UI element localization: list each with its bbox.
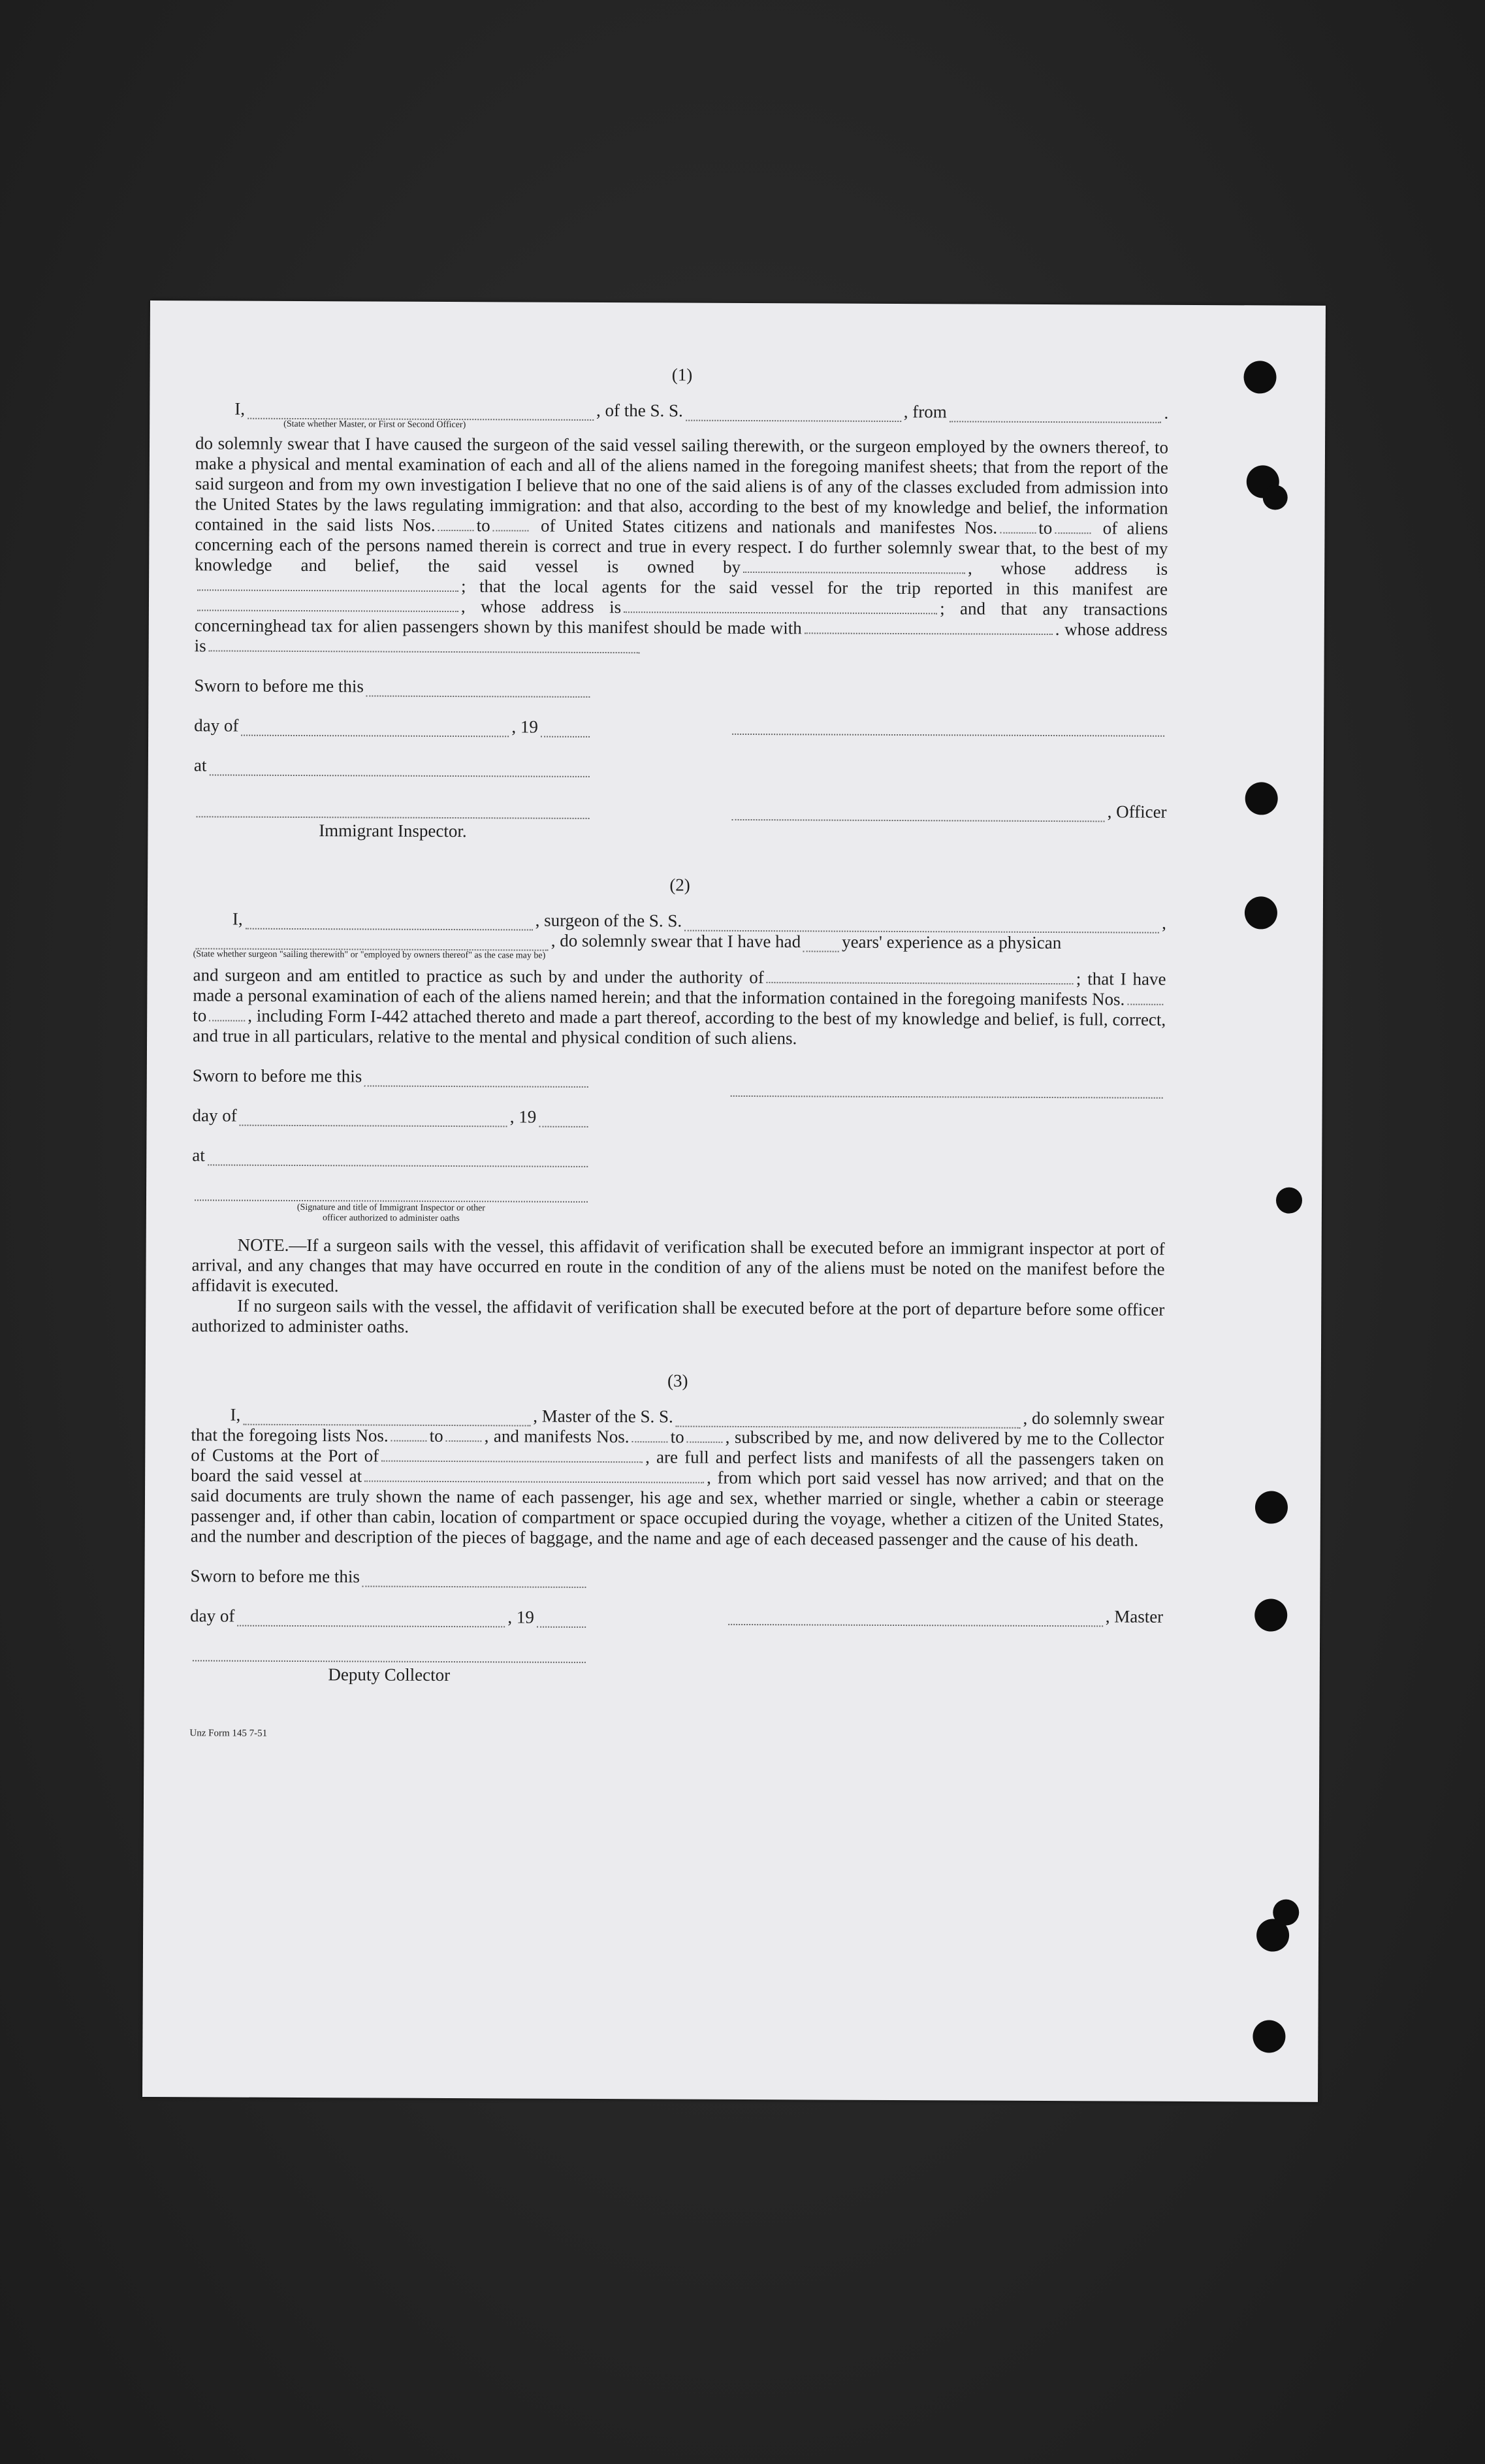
customs-text: that the foregoing lists Nos.	[191, 1425, 389, 1446]
year-field[interactable]	[541, 722, 590, 738]
sworn-label: Sworn to before me this	[194, 675, 364, 696]
customs-paragraph	[191, 1425, 1164, 1550]
customs-lists-from-field[interactable]	[391, 1429, 427, 1442]
at-label: at	[193, 755, 207, 775]
lists-to-field[interactable]	[493, 518, 529, 531]
surgeon-intro-line	[193, 909, 1166, 933]
collector-signature-field[interactable]	[193, 1645, 586, 1663]
customs-text: to	[670, 1427, 684, 1447]
surgeon-text: ;	[1076, 969, 1081, 989]
from-port-field[interactable]	[950, 406, 1162, 423]
label-of-ss: , of the S. S.	[596, 400, 683, 421]
day-of-line	[194, 715, 592, 738]
punch-hole	[1245, 896, 1277, 929]
sworn-date-field[interactable]	[362, 1571, 586, 1587]
officer-caption: (State whether Master, or First or Second Officer)	[283, 419, 466, 430]
surgeon-caption: (State whether surgeon "sailing therewith" or "employed by owners thereof" as the case may be)	[193, 949, 546, 961]
surgeon-status-field[interactable]	[196, 933, 549, 950]
label-from: , from	[903, 402, 947, 422]
master-signature-line	[726, 1605, 1163, 1627]
officer-name-field[interactable]	[248, 404, 594, 421]
surgeon-manifest-from-field[interactable]	[1127, 992, 1163, 1005]
sworn-block	[192, 1065, 591, 1225]
sworn-label: Sworn to before me this	[190, 1566, 360, 1587]
punch-hole	[1245, 782, 1278, 815]
section-surgeon-affidavit	[191, 873, 1166, 1340]
officer-signature-block	[729, 719, 1167, 845]
sworn-line	[194, 675, 592, 698]
customs-text: , are full and perfect lists and manifests of all the passengers taken on board the said vessel at	[191, 1447, 1164, 1486]
customs-text: , subscribed by me, and now delivered by me to the Collector of Customs at the Port of	[191, 1427, 1164, 1466]
section-master-affidavit	[193, 363, 1168, 844]
oath-text: of aliens concerning each of the persons named therein is correct and true in every respect. I do further solemnly swear that, to the best of my knowledge and belief, the said vessel is owned by	[195, 518, 1168, 577]
sworn-date-field[interactable]	[364, 1071, 588, 1087]
agents-field[interactable]	[197, 598, 458, 612]
master-label: , Master	[1105, 1606, 1164, 1627]
customs-manifests-from-field[interactable]	[632, 1429, 668, 1442]
oath-text: , whose address is	[967, 558, 1168, 579]
day-of-label: day of	[190, 1606, 235, 1626]
form-number: Unz Form 145 7-51	[189, 1728, 268, 1739]
master-vessel-field[interactable]	[676, 1412, 1021, 1429]
label-master: , Master of the S. S.	[533, 1406, 673, 1427]
surgeon-signature-block	[728, 1068, 1166, 1118]
section-customs-affidavit	[189, 1369, 1164, 1747]
owner-field[interactable]	[743, 560, 965, 574]
signature-caption-2: officer authorized to administer oaths	[322, 1213, 460, 1224]
customs-text: , and manifests Nos.	[484, 1426, 630, 1447]
manifest-form-page	[142, 300, 1326, 2102]
label-swear: , do solemnly swear that I have had	[551, 930, 801, 952]
label-end: ,	[1162, 913, 1166, 933]
master-signature-block	[726, 1605, 1163, 1647]
years-experience-field[interactable]	[803, 936, 839, 952]
label-i: I,	[232, 909, 243, 929]
signature-block-1	[193, 675, 1167, 844]
sworn-line	[193, 1065, 591, 1088]
collector-signature-line	[190, 1645, 588, 1663]
oath-text: ; that the local agents for the said vessel for the trip reported in this manifest are	[461, 576, 1168, 599]
year-field[interactable]	[539, 1112, 588, 1127]
inspector-signature-field[interactable]	[197, 802, 590, 819]
surgeon-text: and surgeon and am entitled to practice as such by and under the authority of	[193, 965, 764, 988]
note-paragraph-1: NOTE.—If a surgeon sails with the vessel, this affidavit of verification shall be executed before an immigrant inspector at port of arrival, and any changes that may have occurred en route in the condition of any of the aliens must be noted on the manifest before the affidavit is executed.	[191, 1235, 1165, 1296]
label-end: .	[1164, 402, 1169, 423]
sworn-block	[190, 1566, 589, 1686]
at-line	[194, 755, 592, 777]
punch-hole	[1256, 1919, 1289, 1951]
vessel-name-field[interactable]	[686, 406, 901, 422]
surgeon-manifest-to-field[interactable]	[209, 1008, 245, 1021]
year-field[interactable]	[537, 1612, 586, 1628]
day-of-line	[190, 1606, 588, 1628]
surgeon-signature-field[interactable]	[731, 1081, 1163, 1099]
label-swear: , do solemnly swear	[1023, 1408, 1164, 1429]
owner-address-field[interactable]	[197, 577, 458, 592]
year-label: , 19	[511, 717, 538, 737]
sworn-label: Sworn to before me this	[192, 1065, 362, 1086]
surgeon-text: , including Form I-442 attached thereto and made a part thereof, according to the best of my knowledge and belief, is full, correct, and true in all particulars, relative to the mental and physical condition of such aliens.	[193, 1005, 1166, 1048]
surgeon-vessel-field[interactable]	[684, 916, 1159, 933]
customs-manifests-to-field[interactable]	[687, 1430, 723, 1443]
signature-block-3	[190, 1566, 1164, 1688]
inspector-signature-line	[194, 802, 592, 819]
surgeon-text: to	[193, 1005, 207, 1026]
day-of-field[interactable]	[240, 1110, 507, 1127]
section-number: (1)	[671, 365, 693, 385]
oath-text: , whose address is	[460, 596, 622, 617]
at-line	[192, 1145, 590, 1167]
head-tax-address-field[interactable]	[209, 638, 640, 653]
form-content	[189, 363, 1168, 1747]
punch-hole	[1263, 485, 1288, 510]
officer-title-field[interactable]	[732, 805, 1105, 822]
agents-address-field[interactable]	[624, 600, 937, 614]
master-name-field[interactable]	[243, 1410, 530, 1427]
at-label: at	[192, 1145, 205, 1165]
sworn-line	[190, 1566, 588, 1588]
deputy-collector-caption: Deputy Collector	[328, 1664, 451, 1685]
oath-text: ; and that any transactions concerninghead tax for alien passengers shown by this manifest should be made with	[194, 598, 1168, 638]
section-number: (2)	[669, 875, 690, 895]
surgeon-name-field[interactable]	[246, 914, 533, 931]
manifests-from-field[interactable]	[1000, 521, 1036, 534]
customs-lists-to-field[interactable]	[446, 1429, 482, 1442]
signature-caption-1: (Signature and title of Immigrant Inspector or other	[296, 1202, 486, 1214]
officer-signature-top-line	[729, 719, 1167, 737]
surgeon-signature-line	[728, 1081, 1166, 1099]
punch-hole	[1255, 1491, 1288, 1523]
punch-hole	[1254, 1598, 1287, 1631]
day-of-field[interactable]	[237, 1611, 505, 1628]
note-paragraph-2: If no surgeon sails with the vessel, the affidavit of verification shall be executed before at the port of departure before some officer authorized to administer oaths.	[191, 1295, 1165, 1337]
oath-text: do solemnly swear that I have caused the surgeon of the said vessel sailing therewith, or the surgeon employed by the owners thereof, to make a physical and mental examination of each and all of the aliens named in the foregoing manifest sheets; that from the report of the said surgeon and from my own investigation I believe that no one of the said aliens is of any of the classes excluded from admission into the United States by the laws regulating immigration: and that also, according to the best of my knowledge and belief, the information contained in the said lists Nos.	[195, 433, 1169, 535]
officer-signature-field[interactable]	[732, 719, 1164, 737]
oath-text: to	[1038, 517, 1053, 538]
day-of-line	[192, 1105, 590, 1127]
section-number: (3)	[667, 1370, 688, 1391]
manifests-to-field[interactable]	[1055, 521, 1091, 534]
punch-hole	[1253, 2020, 1285, 2052]
surgeon-paragraph	[193, 965, 1166, 1050]
label-years: years' experience as a physican	[842, 932, 1062, 953]
signature-block-2	[192, 1065, 1166, 1227]
at-field[interactable]	[208, 1150, 588, 1167]
customs-text: to	[429, 1425, 443, 1446]
customs-text: , from which port said vessel has now arrived; and that on the said documents are truly shown the name of each passenger, his age and sex, whether married or single, whether a cabin or steerage passenger and, if other than cabin, location of compartment or space occupied during the voyage, whether a citizen of the United States, and the number and description of the pieces of baggage, and the name and age of each deceased passenger and the cause of his death.	[190, 1467, 1164, 1550]
signature-line	[192, 1185, 590, 1203]
punch-hole	[1276, 1188, 1302, 1214]
year-label: , 19	[509, 1107, 537, 1127]
at-field[interactable]	[209, 760, 590, 777]
sworn-date-field[interactable]	[366, 681, 590, 697]
day-of-field[interactable]	[241, 721, 509, 738]
punch-hole	[1243, 361, 1276, 393]
oath-paragraph	[195, 433, 1168, 660]
lists-from-field[interactable]	[438, 518, 474, 531]
master-signature-field[interactable]	[728, 1610, 1103, 1627]
oath-text: to	[476, 515, 490, 536]
boarding-port-field[interactable]	[364, 1468, 704, 1483]
oath-text: of United States citizens and nationals and manifestes Nos.	[540, 515, 998, 538]
label-i: I,	[230, 1404, 241, 1425]
sworn-block	[193, 675, 592, 842]
officer-title-line	[729, 800, 1167, 822]
surgeon-text: that I have made a personal examination of each of the aliens named herein; and that the information contained in the foregoing manifests Nos.	[193, 969, 1166, 1009]
label-i: I,	[234, 398, 246, 419]
year-label: , 19	[507, 1607, 535, 1627]
inspector-caption: Immigrant Inspector.	[319, 820, 467, 841]
oath-text: whose address is	[194, 619, 1168, 656]
day-of-label: day of	[192, 1105, 237, 1126]
officer-label: , Officer	[1107, 802, 1167, 822]
port-field[interactable]	[381, 1449, 643, 1463]
head-tax-party-field[interactable]	[805, 621, 1053, 635]
day-of-label: day of	[194, 715, 239, 736]
inspector-signature-field[interactable]	[195, 1185, 588, 1203]
authority-field[interactable]	[767, 970, 1074, 984]
label-surgeon: , surgeon of the S. S.	[535, 910, 682, 931]
oath-text: .	[1055, 619, 1060, 640]
